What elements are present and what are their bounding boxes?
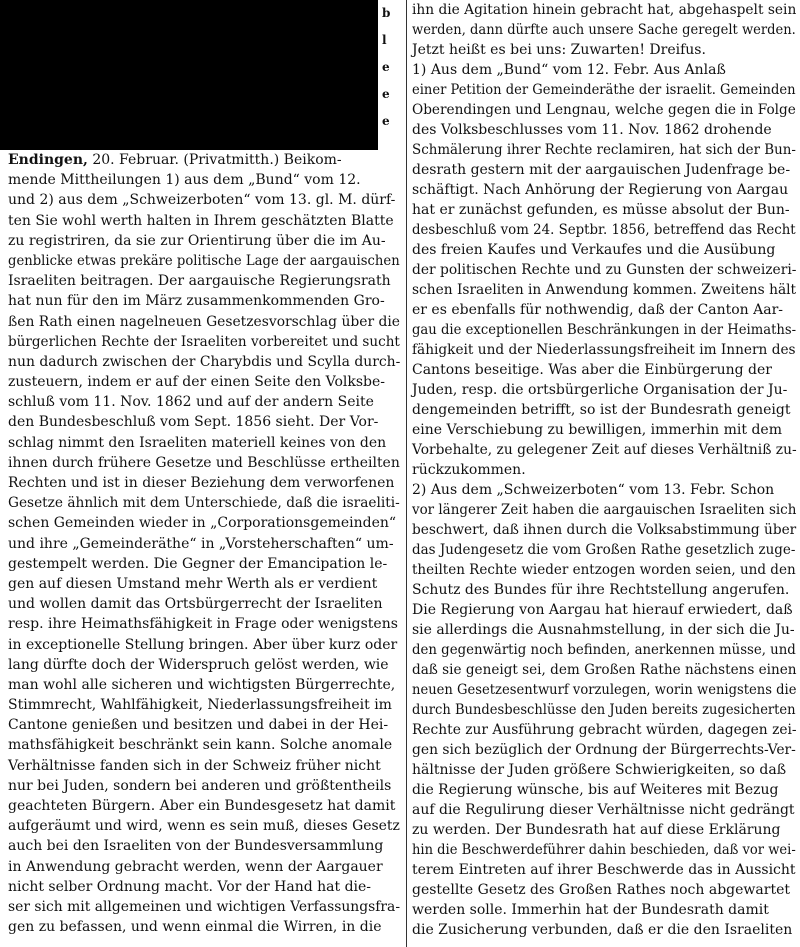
line-text: nur bei Juden, sondern bei anderen und größtentheils (8, 777, 392, 794)
text-line (8, 453, 399, 473)
text-line (8, 251, 400, 271)
text-line (412, 360, 796, 380)
text-line (412, 160, 796, 180)
text-line (412, 100, 796, 120)
text-line (412, 180, 796, 200)
text-line (412, 760, 796, 780)
line-text: er es ebenfalls für nothwendig, daß der Canton Aar- (412, 302, 784, 318)
text-line (412, 860, 796, 880)
line-text: Cantons beseitige. Was aber die Einbürgerung der (412, 362, 773, 378)
text-line (8, 170, 400, 190)
text-line (412, 420, 796, 440)
text-line (8, 534, 400, 554)
line-text: genblicke etwas prekäre politische Lage der aargauischen (8, 252, 400, 269)
line-text: desrath gestern mit der aargauischen Judenfrage be- (412, 162, 791, 178)
line-text: Stimmrecht, Wahlfähigkeit, Niederlassungsfreiheit im (8, 697, 392, 714)
line-text: schen Israeliten in Anwendung kommen. Zweitens hält (412, 282, 797, 298)
text-line (8, 877, 400, 897)
text-line (412, 600, 796, 620)
line-text: Cantone genießen und besitzen und dabei in der Hei- (8, 717, 389, 734)
line-text: aufgeräumt und wird, wenn es sein muß, dieses Gesetz (8, 818, 400, 835)
line-text: ten Sie wohl werth halten in Ihrem geschätzten Blatte (8, 212, 394, 229)
text-line (8, 796, 400, 816)
text-line (8, 372, 400, 392)
text-line (8, 392, 400, 412)
line-text: auch bei den Israeliten von der Bundesversammlung (8, 838, 384, 855)
line-text: 2) Aus dem „Schweizerboten“ vom 13. Febr. Schon (412, 482, 775, 498)
right-column (412, 0, 796, 940)
text-line (8, 190, 400, 210)
text-line (8, 756, 400, 776)
line-text: beschwert, daß ihnen durch die Volksabstimmung über (412, 522, 797, 538)
text-line (412, 220, 796, 240)
text-line (8, 554, 400, 574)
line-text: hältnisse der Juden größere Schwierigkeiten, so daß (412, 762, 787, 778)
text-line (412, 20, 796, 40)
line-text: hat er zunächst gefunden, es müsse absolut der Bun- (412, 202, 790, 218)
line-text: werden solle. Immerhin hat der Bundesrath damit (412, 902, 769, 918)
line-text: in exceptionelle Stellung bringen. Aber über kurz oder (8, 636, 398, 653)
line-text: rückzukommen. (412, 462, 526, 478)
left-column (8, 150, 400, 937)
line-text: bürgerlichen Rechte der Israeliten vorbereitet und sucht (8, 333, 400, 350)
text-line (412, 900, 796, 920)
line-text: daß sie geneigt sei, dem Großen Rathe nächstens einen (412, 662, 797, 678)
line-text: ihn die Agitation hinein gebracht hat, abgehaspelt sein (412, 2, 797, 18)
text-line (8, 574, 400, 594)
text-line (8, 614, 400, 634)
line-text: Schutz des Bundes für ihre Rechtstellung angerufen. (412, 582, 790, 598)
text-line (8, 412, 400, 432)
line-text: Israeliten beitragen. Der aargauische Regierungsrath (8, 273, 391, 290)
line-text: der politischen Rechte und zu Gunsten der schweizeri- (412, 262, 797, 278)
text-line (8, 695, 400, 715)
text-line (8, 433, 400, 453)
line-text: ser sich mit allgemeinen und wichtigen Verfassungsfra- (8, 898, 401, 915)
line-text: durch Bundesbeschlüsse den Juden bereits zugesicherten (412, 702, 796, 718)
text-line (8, 594, 400, 614)
line-text: schlag nimmt den Israeliten materiell keines von den (8, 434, 387, 451)
text-line (8, 857, 400, 877)
text-line (412, 320, 797, 340)
line-text: mathsfähigkeit beschränkt sein kann. Solche anomale (8, 737, 393, 754)
line-text: gen auf diesen Umstand mehr Werth als er verdient (8, 575, 378, 592)
text-line (412, 380, 796, 400)
text-line (412, 200, 796, 220)
text-line (412, 700, 796, 720)
line-text: terem Eintreten auf ihrer Beschwerde das in Aussicht (412, 862, 796, 878)
line-text: Vorbehalte, zu gelegener Zeit auf dieses Verhältniß zu- (412, 442, 797, 458)
text-line (412, 260, 797, 280)
line-text: desbeschluß vom 24. Septbr. 1856, betreffend das Recht (412, 222, 796, 238)
line-text: neuen Gesetzesentwurf vorzulegen, worin wenigstens die (412, 682, 797, 698)
text-line (412, 720, 797, 740)
line-text: werden, dann dürfte auch unsere Sache geregelt werden. (412, 22, 796, 38)
line-text: des Volksbeschlusses vom 11. Nov. 1862 drohende (412, 122, 772, 138)
text-line (8, 291, 400, 311)
line-text: die Regierung wünsche, bis auf Weiteres mit Bezug (412, 782, 779, 798)
text-line (412, 840, 796, 860)
text-line (412, 820, 796, 840)
line-text: dengemeinden betrifft, so ist der Bundesrath geneigt (412, 402, 791, 418)
line-text: ßen Rath einen nagelneuen Gesetzesvorschlag über die (8, 313, 400, 330)
text-line (8, 271, 400, 291)
line-text: hat nun für den im März zusammenkommenden Gro- (8, 293, 385, 310)
line-text: 20. Februar. (Privatmitth.) Beikom- (87, 152, 342, 168)
line-text: und ihre „Gemeinderäthe“ in „Vorsteherschaften“ um- (8, 535, 394, 552)
line-text: 1) Aus dem „Bund“ vom 12. Febr. Aus Anlaß (412, 62, 726, 78)
line-text: vor längerer Zeit haben die aargauischen Israeliten sich (412, 502, 797, 518)
line-text: einer Petition der Gemeinderäthe der israelit. Gemeinden (412, 82, 796, 98)
text-line (412, 580, 796, 600)
text-line (412, 680, 797, 700)
text-line (8, 776, 400, 796)
line-text: den gegenwärtig noch befinden, anerkennen müsse, und (412, 642, 796, 658)
text-line (412, 880, 796, 900)
text-line (412, 120, 796, 140)
line-text: mende Mittheilungen 1) aus dem „Bund“ vom 12. (8, 172, 361, 189)
text-line (8, 332, 400, 352)
line-text: Gesetze ähnlich mit dem Unterschiede, daß die israeliti- (8, 495, 400, 512)
line-text: Juden, resp. die ortsbürgerliche Organisation der Ju- (412, 382, 788, 398)
text-line (8, 655, 400, 675)
text-line (412, 140, 796, 160)
text-line (412, 540, 796, 560)
text-line (412, 300, 796, 320)
line-text: zu werden. Der Bundesrath hat auf diese Erklärung (412, 822, 781, 838)
text-line (412, 60, 796, 80)
text-line (412, 400, 796, 420)
text-line (412, 480, 796, 500)
line-text: schluß vom 11. Nov. 1862 und auf der andern Seite (8, 394, 374, 411)
text-line (412, 240, 796, 260)
line-text: schen Gemeinden wieder in „Corporationsgemeinden“ (8, 515, 397, 532)
cropped-letter: e (382, 60, 390, 74)
text-line (412, 440, 797, 460)
line-text: des freien Kaufes und Verkaufes und die Ausübung (412, 242, 776, 258)
text-line (412, 0, 797, 20)
line-text: Oberendingen und Lengnau, welche gegen die in Folge (412, 102, 796, 118)
text-line (8, 493, 400, 513)
cropped-letter: e (382, 114, 390, 128)
line-text: gestempelt werden. Die Gegner der Emancipation le- (8, 555, 388, 572)
line-text: zusteuern, indem er auf der einen Seite den Volksbe- (8, 374, 386, 391)
text-line (412, 40, 796, 60)
text-line (412, 560, 796, 580)
line-text: gestellte Gesetz des Großen Rathes noch abgewartet (412, 882, 790, 898)
line-text: Rechten und ist in dieser Beziehung dem verworfenen (8, 475, 395, 491)
line-text: nun dadurch zwischen der Charybdis und Scylla durch- (8, 353, 401, 370)
line-text: zu registriren, da sie zur Orientirung über die im Au- (8, 232, 386, 249)
line-text: in Anwendung gebracht werden, wenn der Aargauer (8, 858, 383, 875)
text-line (412, 800, 796, 820)
column-divider (406, 0, 407, 947)
text-line (412, 780, 796, 800)
line-text: hin die Beschwerdeführer dahin beschieden, daß vor wei- (412, 842, 796, 858)
line-text: sie allerdings die Ausnahmstellung, in der sich die Ju- (412, 622, 795, 638)
line-text: man wohl alle sicheren und wichtigsten Bürgerrechte, (8, 676, 396, 693)
line-text: eine Verschiebung zu bewilligen, immerhin mit dem (412, 422, 782, 438)
line-text: das Judengesetz die vom Großen Rathe gesetzlich zuge- (412, 542, 796, 558)
line-text: lang dürfte doch der Widerspruch gelöst werden, wie (8, 656, 389, 673)
line-text: auf die Regulirung dieser Verhältnisse nicht gedrängt (412, 802, 795, 818)
text-line (412, 660, 797, 680)
text-line (8, 211, 400, 231)
line-text: geachteten Bürgern. Aber ein Bundesgesetz hat damit (8, 798, 396, 814)
text-line (8, 897, 401, 917)
cropped-column-edge (382, 0, 394, 135)
text-line (412, 280, 797, 300)
text-line (8, 312, 400, 332)
line-text: Die Regierung von Aargau hat hierauf erwiedert, daß (412, 602, 793, 618)
text-line (8, 715, 400, 735)
text-line (412, 520, 797, 540)
text-line (412, 500, 797, 520)
line-text: ihnen durch frühere Gesetze und Beschlüsse ertheilten (8, 454, 400, 471)
text-line (8, 836, 400, 856)
line-text: Jetzt heißt es bei uns: Zuwarten! Dreifus. (412, 42, 706, 58)
line-text: resp. ihre Heimathsfähigkeit in Frage oder wenigstens (8, 616, 398, 633)
cropped-letter: e (382, 87, 390, 101)
line-text: Rechte zur Ausführung gebracht würden, dagegen zei- (412, 722, 797, 738)
line-text: nicht selber Ordnung macht. Vor der Hand hat die- (8, 878, 372, 895)
line-text: die Zusicherung verbunden, daß er die den Israeliten (412, 922, 793, 938)
line-text: den Bundesbeschluß vom Sept. 1856 sieht. Der Vor- (8, 414, 379, 431)
line-text: gen sich bezüglich der Ordnung der Bürgerrechts-Ver- (412, 742, 796, 758)
line-text: und 2) aus dem „Schweizerboten“ vom 13. gl. M. dürf- (8, 192, 396, 209)
text-line (412, 620, 796, 640)
cropped-letter: b (382, 6, 391, 20)
line-text: theilten Rechte wieder entzogen worden seien, und den (412, 562, 796, 578)
cropped-letter: l (382, 33, 387, 47)
text-line (412, 640, 796, 660)
text-line (412, 460, 796, 480)
text-line (8, 150, 400, 170)
line-text: gen zu befassen, und wenn einmal die Wirren, in die (8, 919, 382, 936)
text-line (8, 231, 400, 251)
text-line (8, 675, 400, 695)
text-line (8, 816, 399, 836)
line-text: fähigkeit und der Niederlassungsfreiheit im Innern des (412, 342, 796, 358)
text-line (8, 635, 400, 655)
text-line (8, 513, 400, 533)
line-text: Verhältnisse fanden sich in der Schweiz früher nicht (8, 757, 381, 774)
line-text: und wollen damit das Ortsbürgerrecht der Israeliten (8, 596, 383, 613)
text-line (8, 735, 400, 755)
line-text: gau die exceptionellen Beschränkungen in der Heimaths- (412, 322, 797, 338)
line-text: Schmälerung ihrer Rechte reclamiren, hat sich der Bun- (412, 142, 796, 158)
line-text: schäftigt. Nach Anhörung der Regierung von Aargau (412, 182, 789, 198)
dateline-location: Endingen, (8, 152, 88, 168)
text-line (8, 473, 400, 493)
text-line (8, 917, 400, 937)
redacted-black-block (0, 0, 378, 150)
text-line (412, 740, 796, 760)
text-line (412, 80, 796, 100)
text-line (412, 340, 796, 360)
text-line (8, 352, 401, 372)
text-line (412, 920, 796, 940)
